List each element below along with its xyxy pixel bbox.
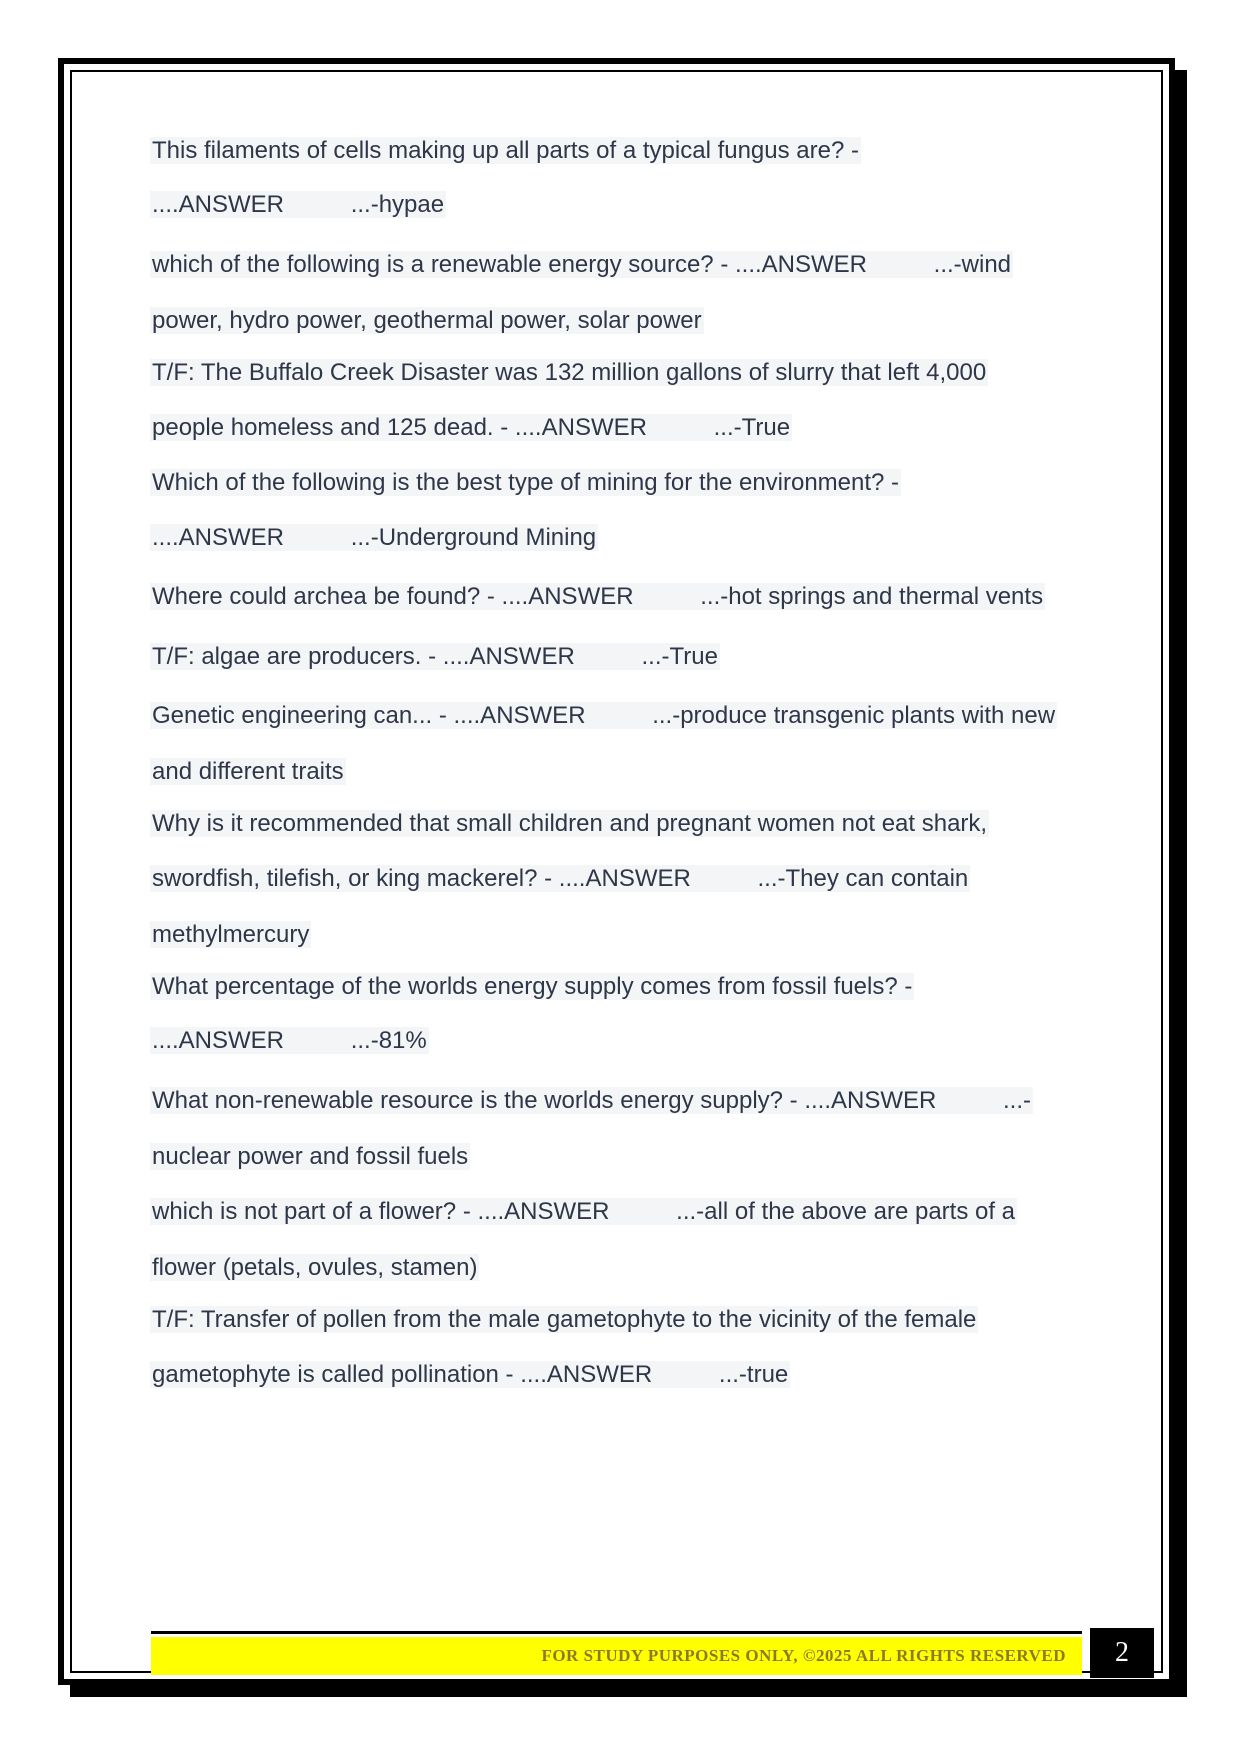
text-line: gametophyte is called pollination - ....ANSWER ...-true bbox=[152, 1361, 789, 1388]
text-line: methylmercury bbox=[152, 921, 310, 948]
text-line: What non-renewable resource is the worlds energy supply? - ....ANSWER ...- bbox=[152, 1087, 1032, 1114]
text-line: Genetic engineering can... - ....ANSWER ...-produce transgenic plants with new bbox=[152, 702, 1056, 729]
text-line: power, hydro power, geothermal power, solar power bbox=[152, 307, 702, 334]
footer-rule bbox=[151, 1631, 1082, 1634]
text-line: This filaments of cells making up all parts of a typical fungus are? - bbox=[152, 137, 859, 164]
text-line: swordfish, tilefish, or king mackerel? - ....ANSWER ...-They can contain bbox=[152, 865, 969, 892]
text-line: nuclear power and fossil fuels bbox=[152, 1143, 469, 1170]
text-line: people homeless and 125 dead. - ....ANSWER ...-True bbox=[152, 414, 791, 441]
text-line: ....ANSWER ...-81% bbox=[152, 1027, 427, 1054]
text-line: ....ANSWER ...-Underground Mining bbox=[152, 524, 597, 551]
text-line: What percentage of the worlds energy supply comes from fossil fuels? - bbox=[152, 973, 913, 1000]
text-line: Why is it recommended that small children and pregnant women not eat shark, bbox=[152, 810, 988, 837]
page-number: 2 bbox=[1090, 1628, 1154, 1678]
text-line: ....ANSWER ...-hypae bbox=[152, 191, 445, 218]
text-line: which of the following is a renewable energy source? - ....ANSWER ...-wind bbox=[152, 251, 1012, 278]
text-line: Which of the following is the best type of mining for the environment? - bbox=[152, 469, 900, 496]
text-line: Where could archea be found? - ....ANSWER ...-hot springs and thermal vents bbox=[152, 583, 1044, 610]
text-line: T/F: algae are producers. - ....ANSWER ...-True bbox=[152, 643, 718, 670]
footer-text: FOR STUDY PURPOSES ONLY, ©2025 ALL RIGHTS RESERVED bbox=[541, 1646, 1066, 1665]
text-line: and different traits bbox=[152, 758, 344, 785]
text-line: T/F: Transfer of pollen from the male gametophyte to the vicinity of the female bbox=[152, 1306, 977, 1333]
footer-banner bbox=[151, 1637, 1082, 1675]
text-line: T/F: The Buffalo Creek Disaster was 132 million gallons of slurry that left 4,000 bbox=[152, 359, 987, 386]
text-line: flower (petals, ovules, stamen) bbox=[152, 1254, 478, 1281]
text-line: which is not part of a flower? - ....ANSWER ...-all of the above are parts of a bbox=[152, 1198, 1016, 1225]
